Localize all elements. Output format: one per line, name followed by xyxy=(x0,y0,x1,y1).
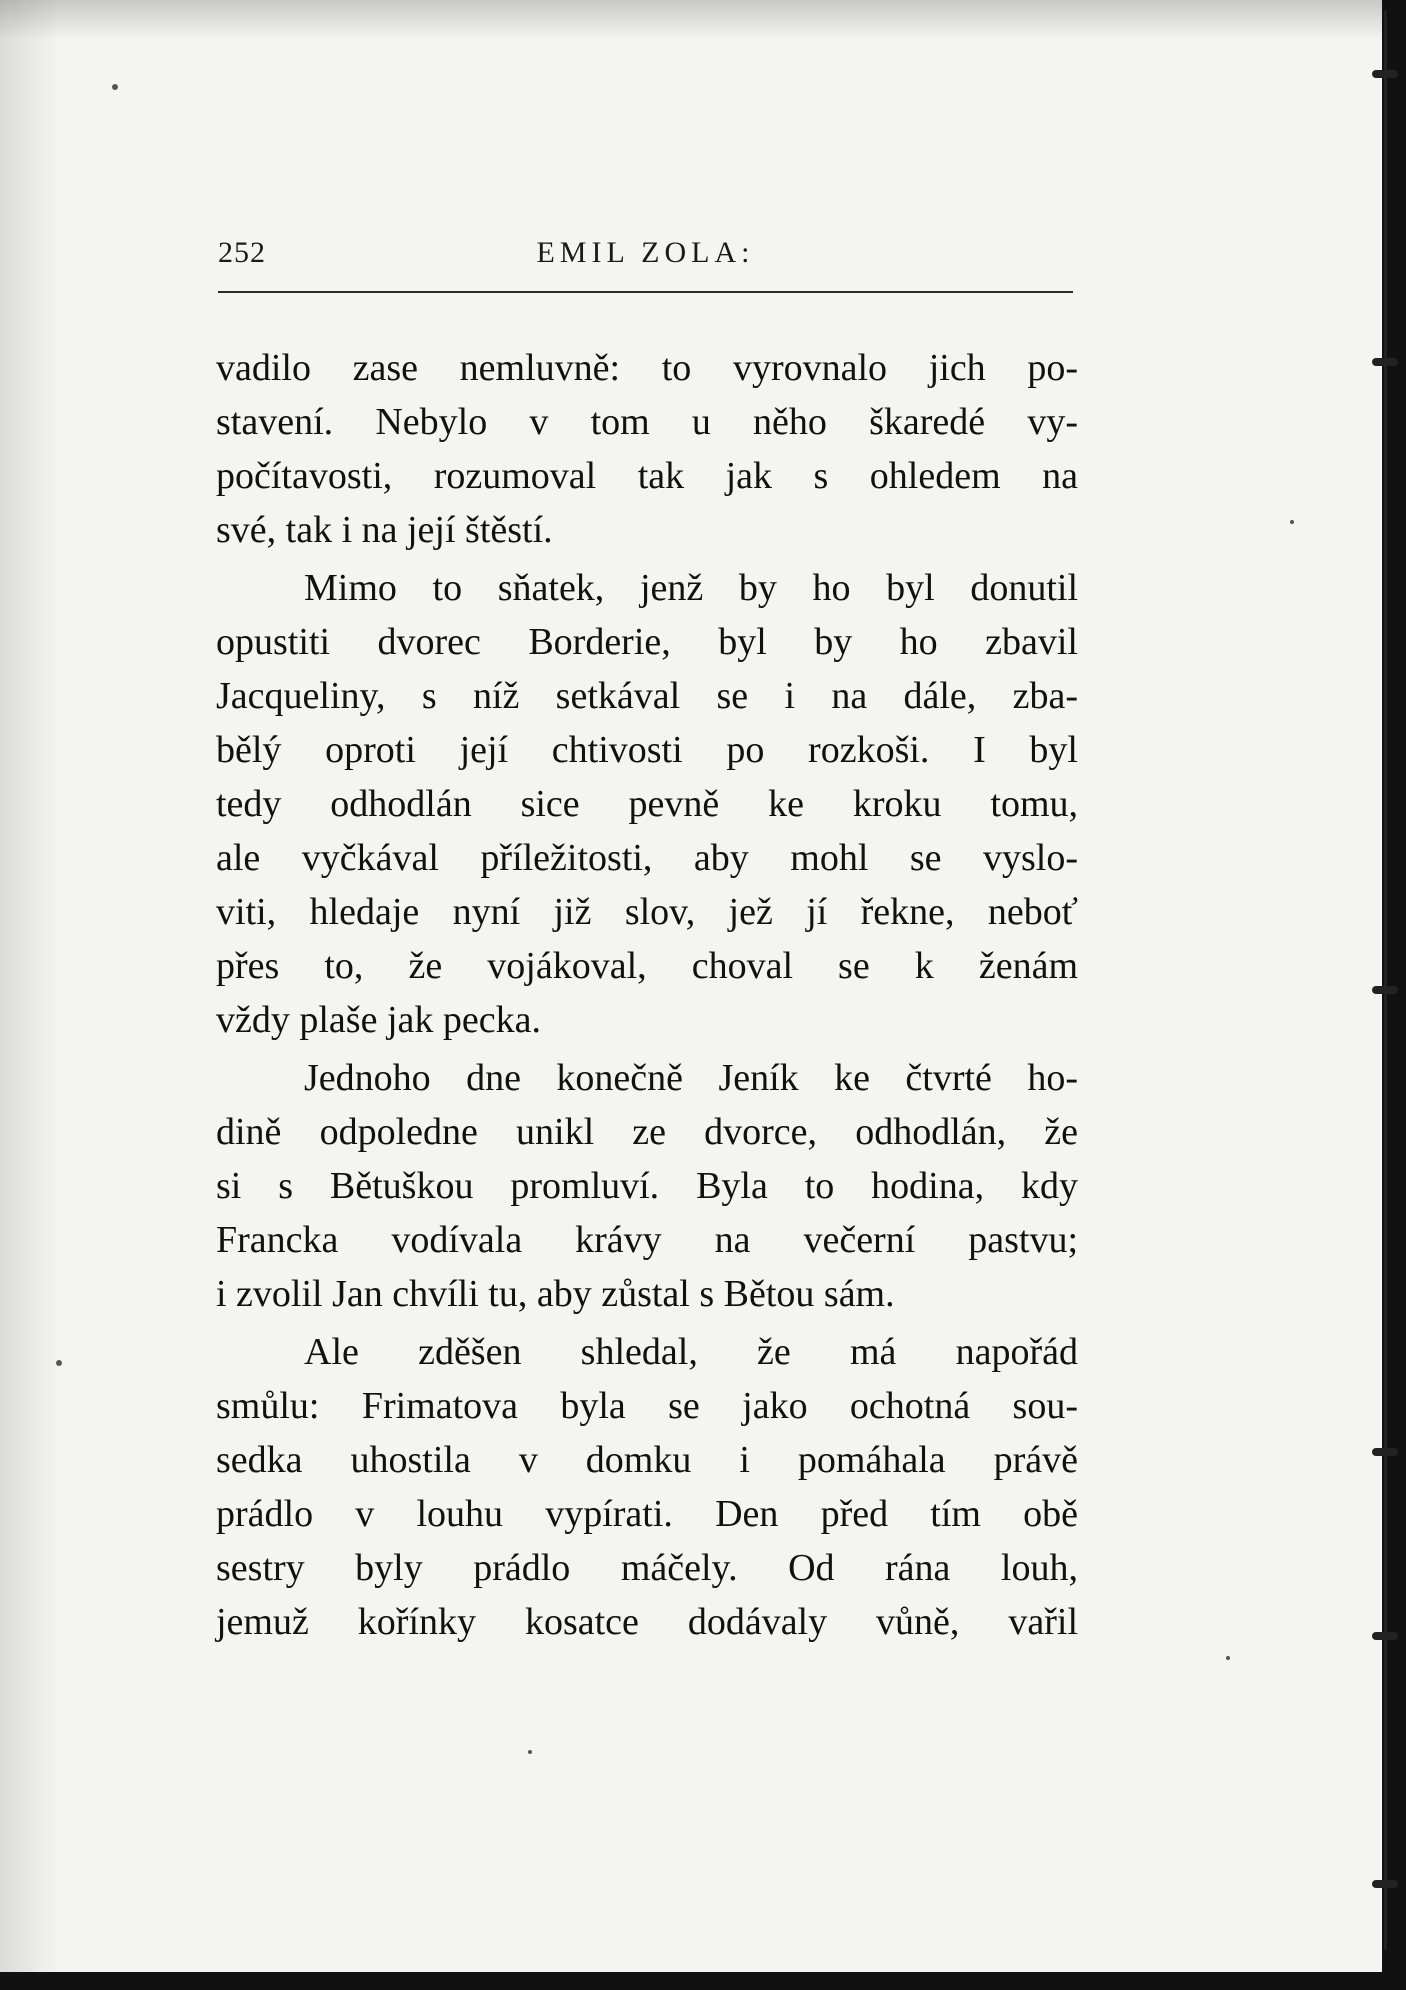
text-line: sestry byly prádlo máčely. Od rána louh, xyxy=(216,1547,1078,1589)
paragraph-3 xyxy=(216,1051,1078,1321)
paragraph-4 xyxy=(216,1325,1078,1649)
text-line: sedka uhostila v domku i pomáhala právě xyxy=(216,1439,1078,1481)
text-line: tedy odhodlán sice pevně ke kroku tomu, xyxy=(216,783,1078,825)
text-line: opustiti dvorec Borderie, byl by ho zbavil xyxy=(216,621,1078,663)
binding-stitch xyxy=(1372,986,1398,994)
header-rule xyxy=(218,291,1073,293)
body-text xyxy=(216,341,1078,1649)
paper-speck xyxy=(112,84,118,90)
text-line: Mimo to sňatek, jenž by ho byl donutil xyxy=(304,567,1078,609)
text-line: Jednoho dne konečně Jeník ke čtvrté ho- xyxy=(304,1057,1078,1099)
text-line: viti, hledaje nyní již slov, jež jí řekne, neboť xyxy=(216,891,1078,933)
page-number: 252 xyxy=(218,236,266,269)
page-header xyxy=(218,236,1073,276)
text-line: dině odpoledne unikl ze dvorce, odhodlán, že xyxy=(216,1111,1078,1153)
binding-stitch xyxy=(1372,70,1398,78)
text-line: vadilo zase nemluvně: to vyrovnalo jich po- xyxy=(216,347,1078,389)
text-line: Francka vodívala krávy na večerní pastvu; xyxy=(216,1219,1078,1261)
text-line: počítavosti, rozumoval tak jak s ohledem na xyxy=(216,455,1078,497)
text-line: i zvolil Jan chvíli tu, aby zůstal s Bětou sám. xyxy=(216,1273,895,1315)
binding-stitch xyxy=(1372,358,1398,366)
text-line: své, tak i na její štěstí. xyxy=(216,509,553,551)
text-line: stavení. Nebylo v tom u něho škaredé vy- xyxy=(216,401,1078,443)
running-head: EMIL ZOLA: xyxy=(536,236,755,269)
page-top-shadow xyxy=(0,0,1382,40)
text-line: prádlo v louhu vypírati. Den před tím obě xyxy=(216,1493,1078,1535)
paper-speck xyxy=(528,1750,532,1754)
text-line: přes to, že vojákoval, choval se k ženám xyxy=(216,945,1078,987)
binding-stitch xyxy=(1372,1448,1398,1456)
binding-stitch xyxy=(1372,1880,1398,1888)
page-edge-shadow xyxy=(0,0,60,1972)
text-line: jemuž kořínky kosatce dodávaly vůně, vařil xyxy=(216,1601,1078,1643)
text-line: si s Bětuškou promluví. Byla to hodina, kdy xyxy=(216,1165,1078,1207)
binding-thread-line xyxy=(1384,10,1387,1950)
binding-stitch xyxy=(1372,1632,1398,1640)
text-line: bělý oproti její chtivosti po rozkoši. I byl xyxy=(216,729,1078,771)
paragraph-2 xyxy=(216,561,1078,1047)
text-line: Jacqueliny, s níž setkával se i na dále, zba- xyxy=(216,675,1078,717)
text-line: vždy plaše jak pecka. xyxy=(216,999,541,1041)
paper-speck xyxy=(1290,520,1294,524)
text-line: ale vyčkával příležitosti, aby mohl se vyslo- xyxy=(216,837,1078,879)
paper-speck xyxy=(56,1360,62,1366)
paper-speck xyxy=(1226,1656,1230,1660)
binding-edge xyxy=(1336,0,1406,1972)
paragraph-1 xyxy=(216,341,1078,557)
text-line: Ale zděšen shledal, že má napořád xyxy=(304,1331,1078,1373)
text-line: smůlu: Frimatova byla se jako ochotná sou- xyxy=(216,1385,1078,1427)
